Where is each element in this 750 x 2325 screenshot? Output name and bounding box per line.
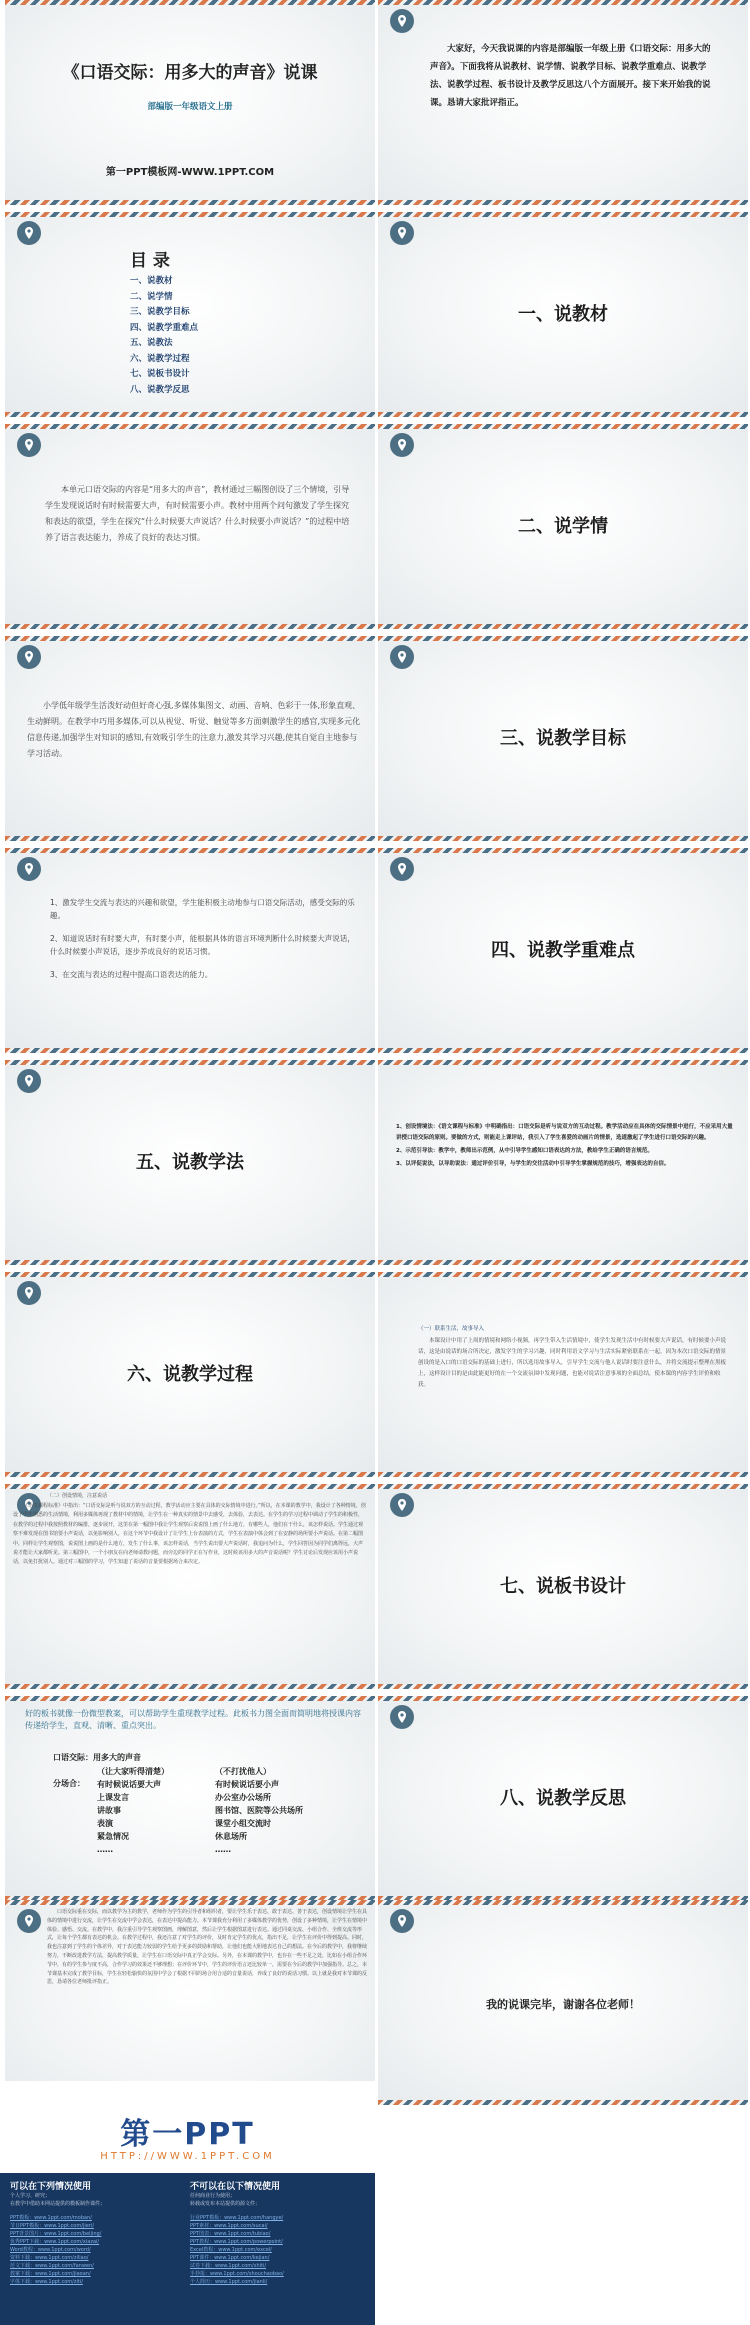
section-title: 一、说教材 <box>518 304 608 325</box>
forbidden-note: 任何商业行为使用； <box>190 2193 236 2199</box>
slide-subtitle: 部编版一年级语文上册 <box>147 102 233 112</box>
stripe-decoration <box>378 2100 748 2105</box>
usage-panel <box>0 2173 375 2325</box>
pin-icon <box>390 221 414 245</box>
stripe-decoration <box>5 836 375 841</box>
pin-icon <box>390 857 414 881</box>
slide-textbook[interactable] <box>5 424 375 629</box>
footer-link[interactable]: 手抄报：www.1ppt.com/shouchaobao/ <box>190 2271 284 2277</box>
stripe-decoration <box>378 412 748 417</box>
footer-link[interactable]: 优秀PPT下载：www.1ppt.com/xiazai/ <box>10 2239 100 2245</box>
section-title: 八、说教学反思 <box>500 1788 626 1809</box>
slide-section-3[interactable] <box>378 636 748 841</box>
stripe-decoration <box>5 1472 375 1477</box>
stripe-decoration <box>5 848 375 853</box>
reflection-text: 口语交际重在交际，而以教学为主的教学，老师作为学生的引导者和组织者，要让学生乐于表达、敢于表达、善于表达，创设情境让学生在具体的情境中进行交流，让学生在交流中学会表达，在表达中提高能力。本节课我充分利用了多媒体教学的优势，创设了多种情境，让学生在情境中体验、感悟、交流。在教学中，我注重引导学生观察图画，理解图意，然后让学生根据图意进行表达。通过同桌交流、小组合作、全班交流等形式，让每个学生都有表达的机会。在教学过程中，我还注意了对学生的评价，及时肯定学生的优点，指出不足，让学生在评价中得到提高。同时，我也注意到了学生的个体差异，对于表达能力较弱的学生给予更多的鼓励和帮助，让他们也能大胆地表达自己的想法。在今后的教学中，我将继续努力，不断改进教学方法，提高教学质量，让学生在口语交际中真正学会交际。另外，在本课的教学中，也存在一些不足之处，比如在小组合作环节中，有的学生参与度不高，合作学习的效果还不够理想；在评价环节中，学生的评价语言还比较单一，需要在今后的教学中加强指导。总之，本节课基本完成了教学目标，学生在轻松愉快的氛围中学会了根据不同的场合用合适的音量说话，养成了良好的说话习惯。以上就是我对本节课的反思，恳请各位老师批评指正。 <box>47 1909 368 1986</box>
pin-icon <box>17 1281 41 1305</box>
board-title: 口语交际：用多大的声音 <box>53 1753 141 1762</box>
footer-link[interactable]: 教案下载：www.1ppt.com/jiaoan/ <box>10 2271 91 2277</box>
footer-link[interactable]: 个人简历：www.1ppt.com/jianli/ <box>190 2279 268 2285</box>
slide-objectives[interactable] <box>5 848 375 1053</box>
process-text: 《语文课程标准》中指出：“口语交际是听与说双方的互动过程，教学活动应主要在具体的交际情境中进行。”所以，在本课的教学中，我设计了各种情境，创设了学生熟悉的生活情境，利用多媒体再现了教材中的情境，让学生在一种真实的情景中去感受，去体验，去表达。在学生的学习过程中调动了学生的积极性，在教学的过程中我按照教材的编排，逐步展开，这里在第一幅图中我让学生观察后说说图上画了什么地方，有哪些人，他们在干什么，该怎样说话。学生通过观察不难发现在图书馆要小声说话，以免影响别人，在这个环节中我设计了让学生上台表演的方式，学生在表演中体会到了在安静的场所要小声说话。在第二幅图中，同样让学生观察图，说说图上画的是什么地方，发生了什么事，该怎样说话，当学生说出要大声说话时，我追问为什么，学生回答因为同学们离得远，大声说才能让大家都听见。第三幅图中，一个小朋友在向老师请教问题，而旁边的同学正在写作业，这时候该用多大的声音说话呢？学生讨论后发现应该用小声说话，以免打扰别人。通过对三幅图的学习，学生知道了说话的音量要根据场合来决定。 <box>13 1503 366 1566</box>
stripe-decoration <box>5 200 375 205</box>
slide-section-8[interactable] <box>378 1696 748 1901</box>
board-header: （让大家听得清楚） <box>97 1767 169 1776</box>
section-title: 三、说教学目标 <box>500 728 626 749</box>
allowed-note: 在教学中借助本网站提供的模板制作课件； <box>10 2201 106 2207</box>
board-header: （不打扰他人） <box>215 1767 271 1776</box>
stripe-decoration <box>378 848 748 853</box>
board-item: 课堂小组交流时 <box>215 1819 271 1828</box>
thanks-text: 我的说课完毕，谢谢各位老师！ <box>486 1998 640 2011</box>
toc-item[interactable]: 六、说教学过程 <box>130 353 190 364</box>
stripe-decoration <box>5 1696 375 1701</box>
pin-icon <box>17 433 41 457</box>
objective-item: 2、知道说话时有时要大声，有时要小声，能根据具体的语言环境判断什么时候要大声说话，什么时候要小声说话，逐步养成良好的说话习惯。 <box>50 934 355 956</box>
stripe-decoration <box>378 1272 748 1277</box>
pin-icon <box>390 433 414 457</box>
footer-branding <box>0 2081 375 2325</box>
brand-logo[interactable]: 第一PPT <box>120 2117 255 2152</box>
board-item: 有时候说话要小声 <box>215 1780 279 1789</box>
slide-section-4[interactable] <box>378 848 748 1053</box>
board-item: 办公室办公场所 <box>215 1793 271 1802</box>
method-item: 2、示范引导法：教学中，教师出示范例，从中引导学生感知口语表达的方法，教给学生正确的语言规范。 <box>396 1148 653 1154</box>
objective-item: 1、激发学生交流与表达的兴趣和欲望，学生能积极主动地参与口语交际活动，感受交际的乐趣。 <box>50 898 355 920</box>
footer-link[interactable]: PPT教程：www.1ppt.com/powerpoint/ <box>190 2239 283 2245</box>
stripe-decoration <box>5 1260 375 1265</box>
slide-toc[interactable] <box>5 212 375 417</box>
board-item: 表演 <box>97 1819 113 1828</box>
pin-icon <box>17 221 41 245</box>
slide-main-title: 《口语交际：用多大的声音》说课 <box>62 63 318 83</box>
footer-link[interactable]: 行业PPT模板：www.1ppt.com/hangye/ <box>190 2215 284 2221</box>
process-heading: （一）联系生活，故事导入 <box>418 1326 485 1332</box>
board-item: 紧急情况 <box>97 1832 129 1841</box>
allowed-title: 可以在下列情况使用 <box>10 2182 92 2192</box>
footer-link[interactable]: 节日PPT模板：www.1ppt.com/jieri/ <box>10 2223 94 2229</box>
stripe-decoration <box>378 1048 748 1053</box>
slide-process-1[interactable] <box>378 1272 748 1477</box>
site-label: 第一PPT模板网-WWW.1PPT.COM <box>105 167 275 178</box>
stripe-decoration <box>5 1048 375 1053</box>
objectives-list <box>50 896 355 991</box>
pin-icon <box>17 1909 41 1933</box>
stripe-decoration <box>378 1900 748 1905</box>
pin-icon <box>390 1909 414 1933</box>
footer-link[interactable]: PPT课件：www.1ppt.com/kejian/ <box>190 2255 270 2261</box>
slide-section-6[interactable] <box>5 1272 375 1477</box>
stripe-decoration <box>5 636 375 641</box>
forbidden-usage <box>190 2179 365 2286</box>
board-item: 休息场所 <box>215 1832 247 1841</box>
toc-item[interactable]: 三、说教学目标 <box>130 307 190 317</box>
footer-link[interactable]: Word教程：www.1ppt.com/word/ <box>10 2247 91 2253</box>
toc-item[interactable]: 七、说板书设计 <box>130 369 190 379</box>
slide-intro[interactable] <box>378 0 748 205</box>
stripe-decoration <box>378 1472 748 1477</box>
slide-section-1[interactable] <box>378 212 748 417</box>
forbidden-title: 不可以在以下情况使用 <box>190 2182 281 2192</box>
link-list <box>190 2214 365 2286</box>
stripe-decoration <box>5 212 375 217</box>
process-text: 本课设计中用了上周的情境和网络小视频，再学生带入生活情境中，使学生发现生活中有时候要大声说话，有时候要小声说话，这是由说话的场合所决定，激发学生的学习兴趣，同时利用语文学习与生活实际紧密联系在一起。因为本次口语交际的情景创设的是入口的口语交际的基础上进行，所以选用故事导入，引导学生交流与他人说话时要注意什么，并将交流提示整理在黑板上，这样设计目的是由此能更好的在一个交流氛围中发现问题，也能对说话注意事项的全面总结，使本课的内容学生评价和收获。 <box>418 1338 727 1388</box>
stripe-decoration <box>378 1696 748 1701</box>
footer-link[interactable]: Excel教程：www.1ppt.com/excel/ <box>190 2247 272 2253</box>
textbook-text: 本单元口语交际的内容是“用多大的声音”，教材通过三幅图创设了三个情境，引导学生发现说话时有时候需要大声，有时候需要小声。教材中用两个问句激发了学生探究和表达的欲望，学生在探究“什么时候要大声说话？什么时候要小声说话？”的过程中培养了语言表达能力，养成了良好的表达习惯。 <box>45 485 350 542</box>
stripe-decoration <box>5 1900 375 1905</box>
board-right-column <box>215 1765 365 1856</box>
pin-icon <box>390 9 414 33</box>
board-item: 上课发言 <box>97 1793 129 1802</box>
footer-link[interactable]: 资料下载：www.1ppt.com/ziliao/ <box>10 2255 89 2261</box>
section-title: 五、说教学法 <box>136 1152 244 1173</box>
toc-title: 目 录 <box>130 251 170 271</box>
stripe-decoration <box>378 1060 748 1065</box>
stripe-decoration <box>5 424 375 429</box>
pin-icon <box>17 857 41 881</box>
board-ellipsis: …… <box>97 1845 113 1854</box>
stripe-decoration <box>378 624 748 629</box>
section-title: 二、说学情 <box>518 516 608 537</box>
allowed-usage <box>10 2179 185 2286</box>
stripe-decoration <box>5 1684 375 1689</box>
allowed-note: 个人学习、研究； <box>10 2193 51 2199</box>
process-heading: （二）创设情境，注意说话 <box>47 1493 108 1499</box>
toc-item[interactable]: 五、说教法 <box>130 338 173 348</box>
stripe-decoration <box>5 412 375 417</box>
stripe-decoration <box>378 836 748 841</box>
slide-reflection[interactable] <box>5 1900 375 2105</box>
brand-url[interactable]: HTTP://WWW.1PPT.COM <box>100 2151 275 2162</box>
stripe-decoration <box>378 424 748 429</box>
slide-process-2[interactable] <box>5 1484 375 1689</box>
board-item: 图书馆、医院等公共场所 <box>215 1806 303 1815</box>
pin-icon <box>390 645 414 669</box>
slide-methods[interactable] <box>378 1060 748 1265</box>
footer-link[interactable]: 范文下载：www.1ppt.com/fanwen/ <box>10 2263 94 2269</box>
slide-students[interactable] <box>5 636 375 841</box>
stripe-decoration <box>378 0 748 5</box>
method-item: 3、以评促说法，以导助说法：通过评价引导，与学生的交往活动中引导学生掌握规范的技巧，增强表达的自信。 <box>396 1161 670 1167</box>
footer-link[interactable]: PPT模板：www.1ppt.com/moban/ <box>10 2215 92 2221</box>
stripe-decoration <box>378 636 748 641</box>
footer-link[interactable]: PPT背景图片：www.1ppt.com/beijing/ <box>10 2231 102 2237</box>
toc-list <box>130 274 198 398</box>
methods-list <box>396 1122 736 1170</box>
footer-link[interactable]: 字体下载：www.1ppt.com/ziti/ <box>10 2279 83 2285</box>
slide-section-7[interactable] <box>378 1484 748 1689</box>
slide-title[interactable] <box>5 0 375 205</box>
stripe-decoration <box>5 0 375 5</box>
pin-icon <box>17 1069 41 1093</box>
stripe-decoration <box>5 1272 375 1277</box>
stripe-decoration <box>5 1484 375 1489</box>
toc-item[interactable]: 四、说教学重难点 <box>130 322 199 333</box>
board-label: 分场合： <box>53 1779 85 1788</box>
stripe-decoration <box>378 212 748 217</box>
slide-section-2[interactable] <box>378 424 748 629</box>
stripe-decoration <box>5 624 375 629</box>
board-left-column <box>97 1765 207 1856</box>
board-intro: 好的板书就像一份微型教案，可以帮助学生重现教学过程。此板书力图全面而简明地将授课内容传递给学生，直观、清晰、重点突出。 <box>25 1709 361 1730</box>
section-title: 六、说教学过程 <box>127 1364 253 1385</box>
section-title: 四、说教学重难点 <box>491 940 635 961</box>
pin-icon <box>390 1493 414 1517</box>
toc-item[interactable]: 八、说教学反思 <box>130 384 190 395</box>
footer-link[interactable]: PPT图表：www.1ppt.com/tubiao/ <box>190 2231 271 2237</box>
forbidden-note: 转载或发布本站提供的源文件； <box>190 2201 261 2207</box>
board-item: 有时候说话要大声 <box>97 1780 161 1789</box>
students-text: 小学低年级学生活泼好动但好奇心强,多媒体集图文、动画、音响、色彩于一体,形象直观、生动鲜明。在教学中巧用多媒体,可以从视觉、听觉、触觉等多方面刺激学生的感官,实现多元化信息传递,加强学生对知识的感知,有效吸引学生的注意力,激发其学习兴趣,使其自觉自主地参与学习活动。 <box>27 701 361 758</box>
stripe-decoration <box>5 1060 375 1065</box>
slide-thanks[interactable] <box>378 1900 748 2105</box>
board-item: 讲故事 <box>97 1806 121 1815</box>
stripe-decoration <box>378 200 748 205</box>
pin-icon <box>17 645 41 669</box>
intro-text: 大家好，今天我说课的内容是部编版一年级上册《口语交际：用多大的声音》。下面我将从说教材、说学情、说教学目标、说教学重难点、说教学法、说教学过程、板书设计及教学反思这八个方面展开。接下来开始我的说课。恳请大家批评指正。 <box>430 44 711 108</box>
objective-item: 3、在交流与表达的过程中提高口语表达的能力。 <box>50 970 213 979</box>
slide-board[interactable] <box>5 1696 375 1901</box>
link-list <box>10 2214 185 2286</box>
board-ellipsis: …… <box>215 1845 231 1854</box>
slide-section-5[interactable] <box>5 1060 375 1265</box>
stripe-decoration <box>378 1484 748 1489</box>
method-item: 1、创设情境法：《语文课程与标准》中明确指出：口语交际是听与说双方的互动过程。教学活动应在具体的交际情景中进行，不应采用大量讲授口语交际的原则。要做的方式，则能走上课评站，我引入了学生喜爱的动画片的情景，选道激起了学生进行口语交际的兴趣。 <box>396 1124 733 1141</box>
stripe-decoration <box>378 1684 748 1689</box>
pin-icon <box>390 1705 414 1729</box>
toc-item[interactable]: 一、说教材 <box>130 276 173 286</box>
footer-link[interactable]: 试卷下载：www.1ppt.com/shiti/ <box>190 2263 267 2269</box>
stripe-decoration <box>378 1260 748 1265</box>
toc-item[interactable]: 二、说学情 <box>130 291 173 302</box>
section-title: 七、说板书设计 <box>500 1576 626 1597</box>
footer-link[interactable]: PPT素材：www.1ppt.com/sucai/ <box>190 2223 268 2229</box>
